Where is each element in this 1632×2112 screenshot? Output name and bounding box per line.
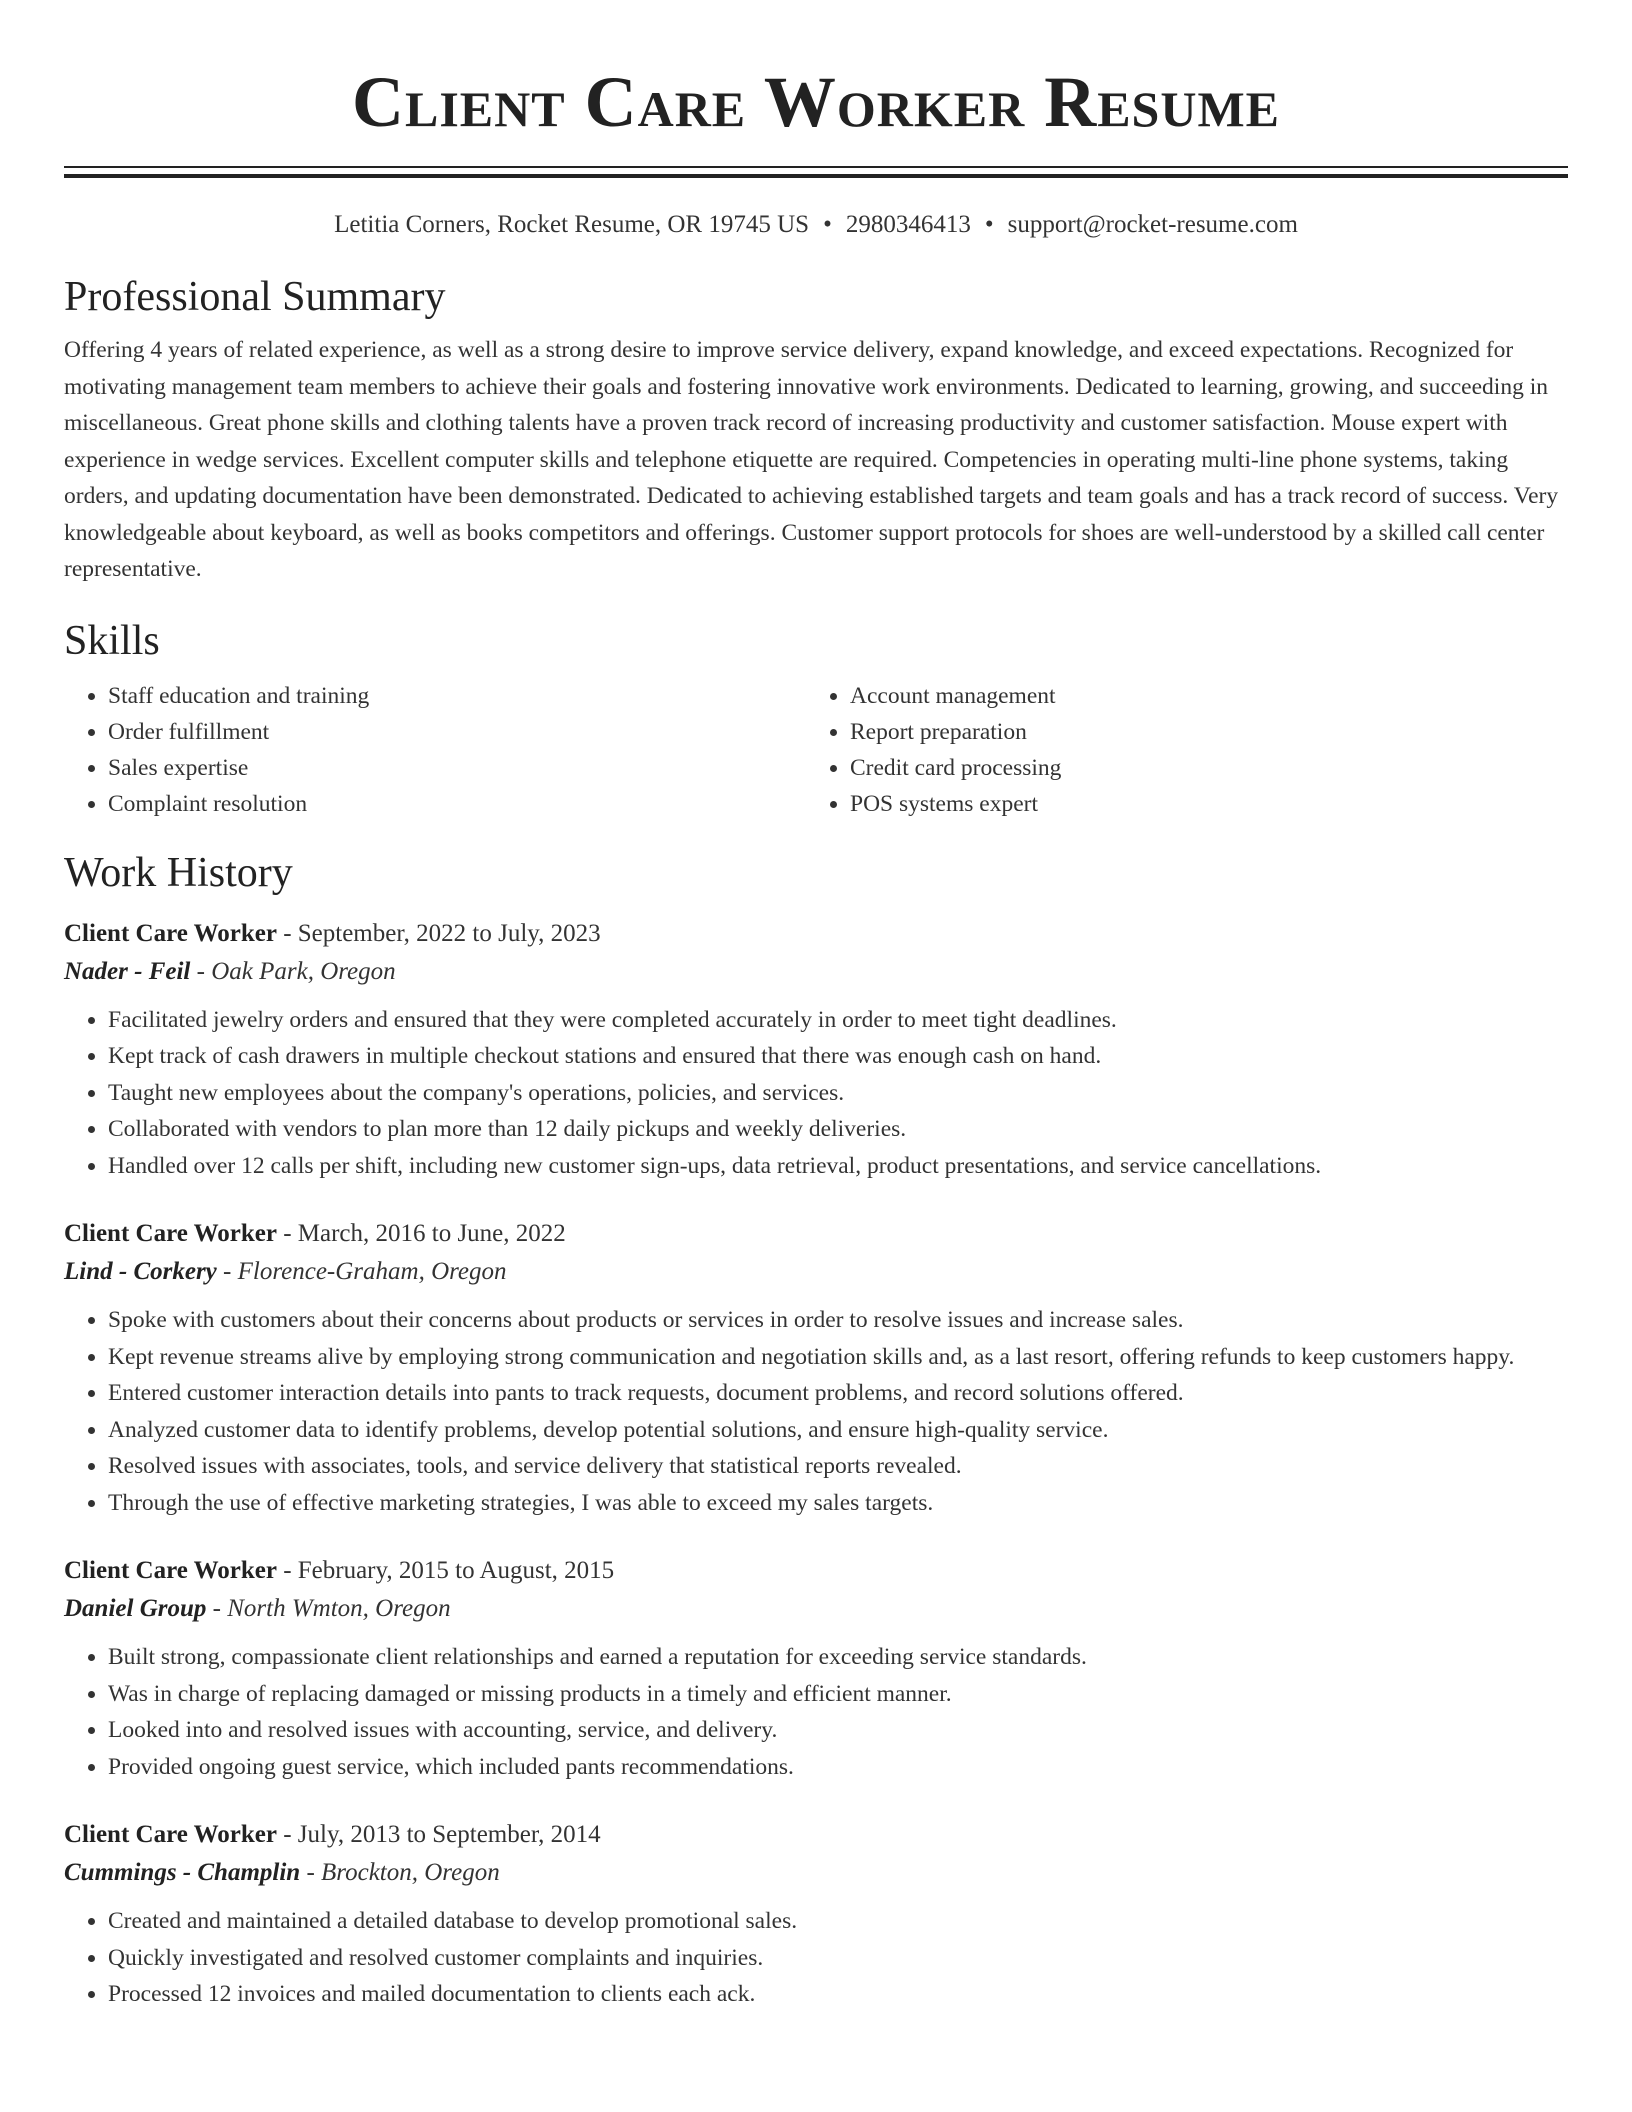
job-title-line: Client Care Worker - September, 2022 to July, 2023 [64, 919, 601, 947]
job-bullet: • Taught new employees about the company's operations, policies, and services. [108, 1075, 1568, 1112]
title-rule-thin [64, 166, 1568, 168]
skill-item: • Report preparation [850, 714, 1548, 750]
skills-column-left [64, 678, 806, 822]
job-entry [64, 916, 1568, 1185]
job-entry [64, 1553, 1568, 1785]
job-entry [64, 1817, 1568, 2013]
job-dates: February, 2015 to August, 2015 [297, 1557, 615, 1584]
job-bullet: • Provided ongoing guest service, which included pants recommendations. [108, 1749, 1568, 1786]
job-bullet: • Through the use of effective marketing strategies, I was able to exceed my sales targets. [108, 1485, 1568, 1522]
skill-item: • Credit card processing [850, 750, 1548, 786]
job-company-line: Lind - Corkery - Florence-Graham, Oregon [64, 1258, 507, 1285]
job-bullet: • Handled over 12 calls per shift, including new customer sign-ups, data retrieval, product presentations, and service cancellations. [108, 1148, 1568, 1185]
work-history-heading: Work History [64, 849, 293, 896]
job-company-line: Daniel Group - North Wmton, Oregon [64, 1595, 451, 1622]
job-bullet: • Looked into and resolved issues with accounting, service, and delivery. [108, 1712, 1568, 1749]
job-bullet: • Kept track of cash drawers in multiple checkout stations and ensured that there was enough cash on hand. [108, 1038, 1568, 1075]
contact-separator: • [984, 211, 994, 238]
job-company: Nader - Feil [64, 957, 191, 985]
contact-separator: • [823, 211, 832, 238]
job-bullet: • Facilitated jewelry orders and ensured that they were completed accurately in order to meet tight deadlines. [108, 1002, 1568, 1039]
summary-heading: Professional Summary [64, 274, 446, 320]
skills-heading: Skills [64, 617, 160, 664]
skill-item: • Account management [850, 678, 1548, 714]
resume-title: Client Care Worker Resume [351, 62, 1281, 142]
job-bullet: • Built strong, compassionate client relationships and earned a reputation for exceeding service standards. [108, 1639, 1568, 1676]
job-bullet: • Analyzed customer data to identify problems, develop potential solutions, and ensure high-quality service. [108, 1412, 1568, 1449]
job-title: Client Care Worker [64, 1557, 277, 1584]
skill-item: • Sales expertise [108, 750, 806, 786]
job-entry [64, 1216, 1568, 1521]
job-dates: July, 2013 to September, 2014 [297, 1821, 601, 1848]
job-title-line: Client Care Worker - July, 2013 to September, 2014 [64, 1821, 601, 1848]
job-bullet: • Created and maintained a detailed database to develop promotional sales. [108, 1903, 1568, 1940]
title-rule-thick [64, 174, 1568, 178]
skill-item: • Order fulfillment [108, 714, 806, 750]
job-location: Florence-Graham, Oregon [237, 1258, 507, 1285]
job-location: Oak Park, Oregon [211, 957, 396, 985]
job-bullet: • Entered customer interaction details into pants to track requests, document problems, and record solutions offered. [108, 1375, 1568, 1412]
skill-item: • POS systems expert [850, 786, 1548, 822]
job-bullet: • Resolved issues with associates, tools, and service delivery that statistical reports revealed. [108, 1448, 1568, 1485]
skill-item: • Staff education and training [108, 678, 806, 714]
job-location: North Wmton, Oregon [227, 1595, 451, 1622]
job-dates: March, 2016 to June, 2022 [297, 1220, 566, 1247]
job-company: Daniel Group [64, 1595, 207, 1622]
resume-page [64, 0, 1568, 2013]
job-location: Brockton, Oregon [321, 1859, 500, 1886]
job-bullet: • Was in charge of replacing damaged or missing products in a timely and efficient manner. [108, 1676, 1568, 1713]
job-company-line: Cummings - Champlin - Brockton, Oregon [64, 1859, 500, 1886]
job-bullet: • Collaborated with vendors to plan more than 12 daily pickups and weekly deliveries. [108, 1111, 1568, 1148]
job-title-line: Client Care Worker - February, 2015 to August, 2015 [64, 1557, 615, 1584]
job-dates: September, 2022 to July, 2023 [297, 919, 601, 947]
job-company-line: Nader - Feil - Oak Park, Oregon [64, 957, 396, 985]
job-title: Client Care Worker [64, 1821, 277, 1848]
job-bullet: • Quickly investigated and resolved customer complaints and inquiries. [108, 1940, 1568, 1977]
job-bullets [64, 1002, 1568, 1185]
job-bullet: • Processed 12 invoices and mailed documentation to clients each ack. [108, 1976, 1568, 2013]
skills-column-right [806, 678, 1548, 822]
skill-item: • Complaint resolution [108, 786, 806, 822]
job-company: Cummings - Champlin [64, 1859, 301, 1886]
contact-email: support@rocket-resume.com [1007, 211, 1298, 238]
job-bullet: • Kept revenue streams alive by employing strong communication and negotiation skills and, as a last resort, offering refunds to keep customers happy. [108, 1339, 1568, 1376]
contact-line [64, 210, 1568, 240]
contact-address: Letitia Corners, Rocket Resume, OR 19745 US [334, 211, 810, 238]
summary-text: Offering 4 years of related experience, as well as a strong desire to improve service delivery, expand knowledge, and exceed expectations. Recognized for motivating management team members to achieve their goals and fostering innovative work environments. Dedicated to learning, growing, and succeeding in miscellaneous. Great phone skills and clothing talents have a proven track record of increasing productivity and customer satisfaction. Mouse expert with experience in wedge services. Excellent computer skills and telephone etiquette are required. Competencies in operating multi-line phone systems, taking orders, and updating documentation have been demonstrated. Dedicated to achieving established targets and team goals and has a track record of success. Very knowledgeable about keyboard, as well as books competitors and offerings. Customer support protocols for shoes are well-understood by a skilled call center representative. [64, 337, 1559, 582]
job-bullets [64, 1639, 1568, 1785]
job-company: Lind - Corkery [64, 1258, 217, 1285]
job-title: Client Care Worker [64, 919, 277, 947]
job-bullets [64, 1903, 1568, 2013]
job-title-line: Client Care Worker - March, 2016 to June, 2022 [64, 1220, 566, 1247]
contact-phone: 2980346413 [845, 211, 971, 238]
skills-list [64, 678, 1568, 822]
job-bullet: • Spoke with customers about their concerns about products or services in order to resolve issues and increase sales. [108, 1302, 1568, 1339]
job-title: Client Care Worker [64, 1220, 277, 1247]
job-bullets [64, 1302, 1568, 1521]
